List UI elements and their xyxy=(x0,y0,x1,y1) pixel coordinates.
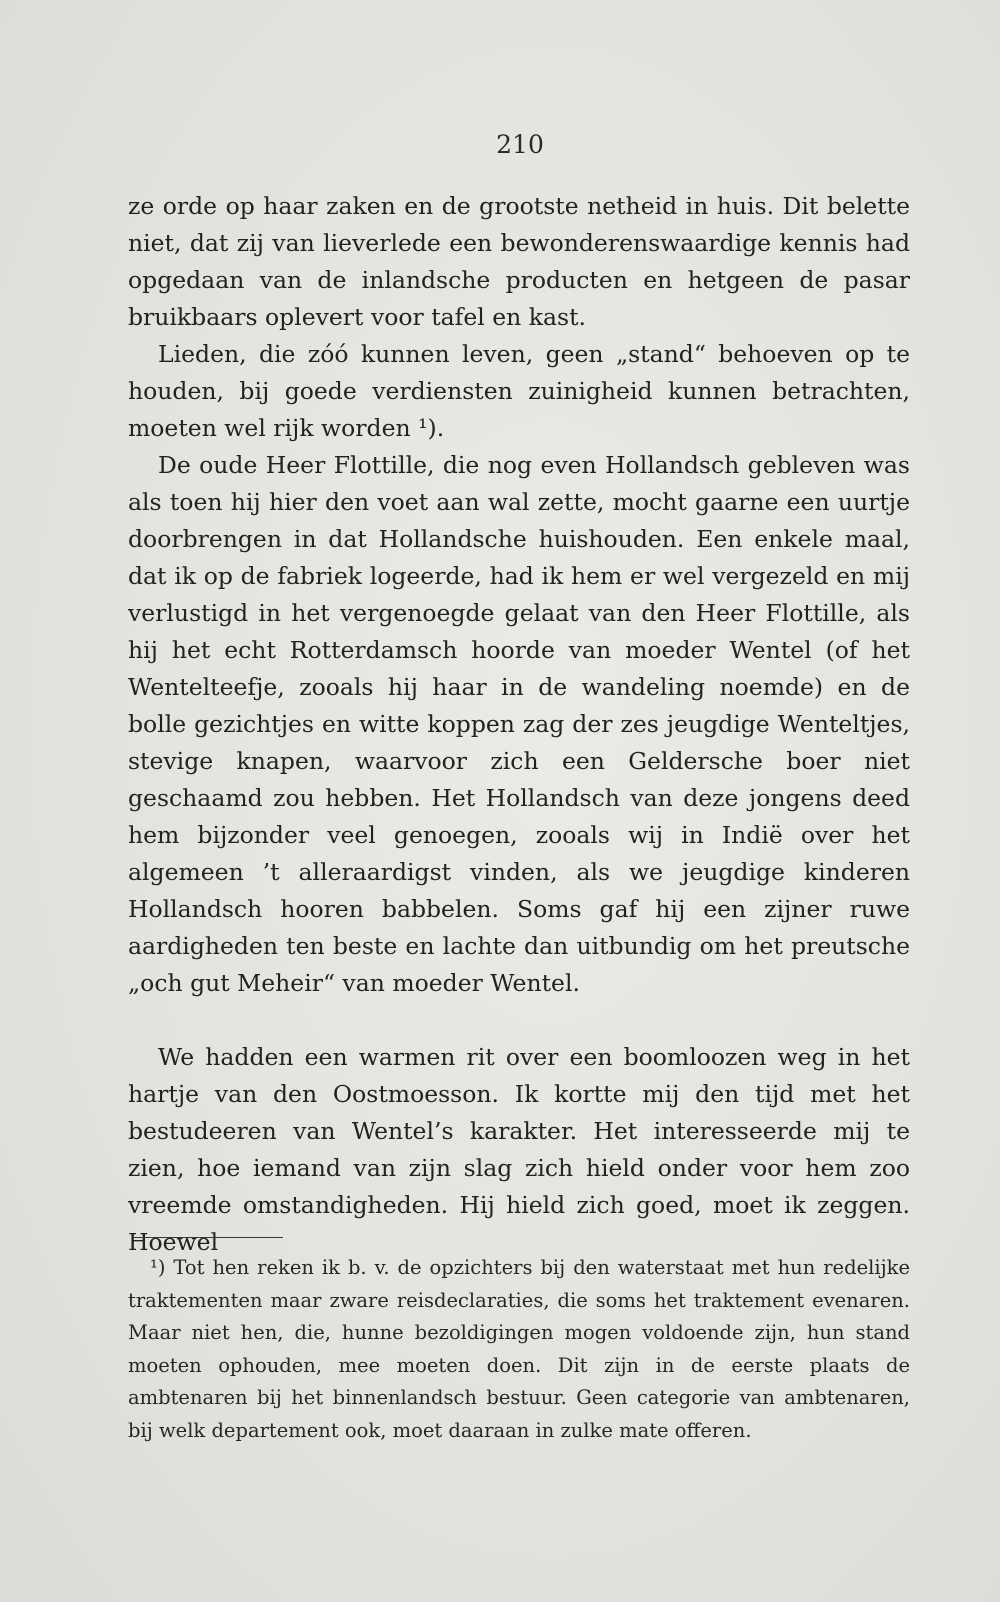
body-text xyxy=(128,188,910,1261)
footnote-divider xyxy=(133,1237,283,1238)
footnote-marker: ¹) xyxy=(150,1256,166,1279)
paragraph-1: ze orde op haar zaken en de grootste netheid in huis. Dit belette niet, dat zij van lieverlede een bewonderenswaardige kennis had opgedaan van de inlandsche producten en hetgeen de pasar bruikbaars oplevert voor tafel en kast. xyxy=(128,192,910,331)
footnote-reference: ¹). xyxy=(418,414,445,442)
footnote xyxy=(128,1252,910,1447)
paragraph-2-text: Lieden, die zóó kunnen leven, geen „stand“ behoeven op te houden, bij goede verdiensten zuinigheid kunnen betrachten, moeten wel rijk worden xyxy=(128,340,910,442)
footnote-text: Tot hen reken ik b. v. de opzichters bij den waterstaat met hun redelijke traktementen maar zware reisdeclaraties, die soms het traktement evenaren. Maar niet hen, die, hunne bezoldigingen mogen voldoende zijn, hun stand moeten ophouden, mee moeten doen. Dit zijn in de eerste plaats de ambtenaren bij het binnenlandsch bestuur. Geen categorie van ambtenaren, bij welk departement ook, moet daaraan in zulke mate offeren. xyxy=(128,1256,910,1442)
page-number: 210 xyxy=(496,130,544,159)
paragraph-4: We hadden een warmen rit over een boomloozen weg in het hartje van den Oostmoesson. Ik kortte mij den tijd met het bestudeeren van Wentel’s karakter. Het interesseerde mij te zien, hoe iemand van zijn slag zich hield onder voor hem zoo vreemde omstandigheden. Hij hield zich goed, moet ik zeggen. Hoewel xyxy=(128,1043,910,1256)
paragraph-2 xyxy=(128,336,910,447)
paragraph-3: De oude Heer Flottille, die nog even Hollandsch gebleven was als toen hij hier den voet aan wal zette, mocht gaarne een uurtje doorbrengen in dat Hollandsche huishouden. Een enkele maal, dat ik op de fabriek logeerde, had ik hem er wel vergezeld en mij verlustigd in het vergenoegde gelaat van den Heer Flottille, als hij het echt Rotterdamsch hoorde van moeder Wentel (of het Wentelteefje, zooals hij haar in de wandeling noemde) en de bolle gezichtjes en witte koppen zag der zes jeugdige Wenteltjes, stevige knapen, waarvoor zich een Geldersche boer niet geschaamd zou hebben. Het Hollandsch van deze jongens deed hem bijzonder veel genoegen, zooals wij in Indië over het algemeen ’t alleraardigst vinden, als we jeugdige kinderen Hollandsch hooren babbelen. Soms gaf hij een zijner ruwe aardigheden ten beste en lachte dan uitbundig om het preutsche „och gut Meheir“ van moeder Wentel. xyxy=(128,451,910,997)
